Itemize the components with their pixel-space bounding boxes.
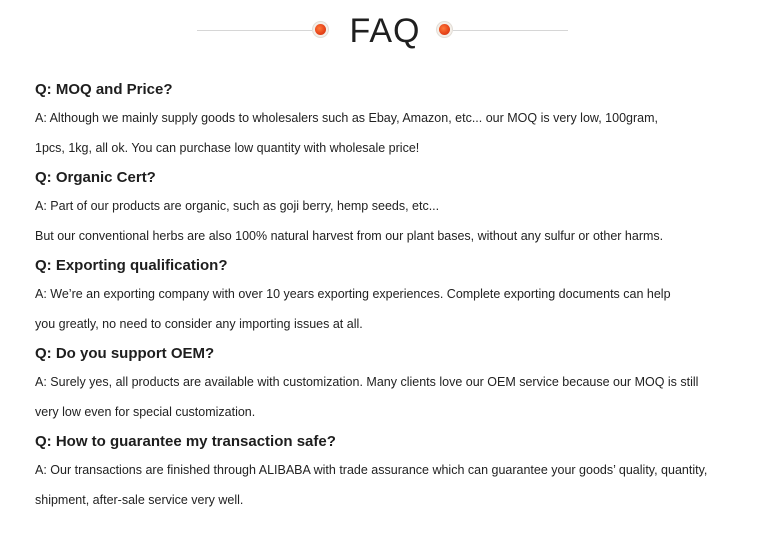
faq-item	[35, 77, 760, 163]
page-title: FAQ	[349, 12, 421, 50]
faq-answer-line: A: Part of our products are organic, such as goji berry, hemp seeds, etc...	[35, 199, 440, 213]
faq-item	[35, 429, 760, 515]
header-divider-right	[453, 30, 568, 31]
faq-answer-line: shipment, after-sale service very well.	[35, 493, 244, 507]
faq-item	[35, 253, 760, 339]
faq-question: Q: Organic Cert?	[35, 169, 156, 186]
faq-question: Q: MOQ and Price?	[35, 81, 173, 98]
faq-answer-line: A: Our transactions are finished through ALIBABA with trade assurance which can guarantee your goods’ quality, quantity,	[35, 463, 708, 477]
faq-item	[35, 165, 760, 251]
faq-question: Q: How to guarantee my transaction safe?	[35, 433, 336, 450]
faq-answer-line: you greatly, no need to consider any importing issues at all.	[35, 317, 363, 331]
orange-dot-icon	[439, 24, 450, 35]
faq-list	[35, 75, 760, 515]
faq-answer-line: A: Although we mainly supply goods to wholesalers such as Ebay, Amazon, etc... our MOQ is very low, 100gram,	[35, 111, 658, 125]
faq-answer-line: But our conventional herbs are also 100% natural harvest from our plant bases, without any sulfur or other harms.	[35, 229, 664, 243]
faq-answer-line: very low even for special customization.	[35, 405, 256, 419]
faq-question: Q: Exporting qualification?	[35, 257, 228, 274]
faq-answer-line: 1pcs, 1kg, all ok. You can purchase low quantity with wholesale price!	[35, 141, 420, 155]
faq-item	[35, 341, 760, 427]
faq-question: Q: Do you support OEM?	[35, 345, 215, 362]
faq-answer-line: A: We’re an exporting company with over 10 years exporting experiences. Complete exporting documents can help	[35, 287, 671, 301]
faq-answer-line: A: Surely yes, all products are available with customization. Many clients love our OEM service because our MOQ is still	[35, 375, 699, 389]
faq-header	[0, 0, 770, 62]
